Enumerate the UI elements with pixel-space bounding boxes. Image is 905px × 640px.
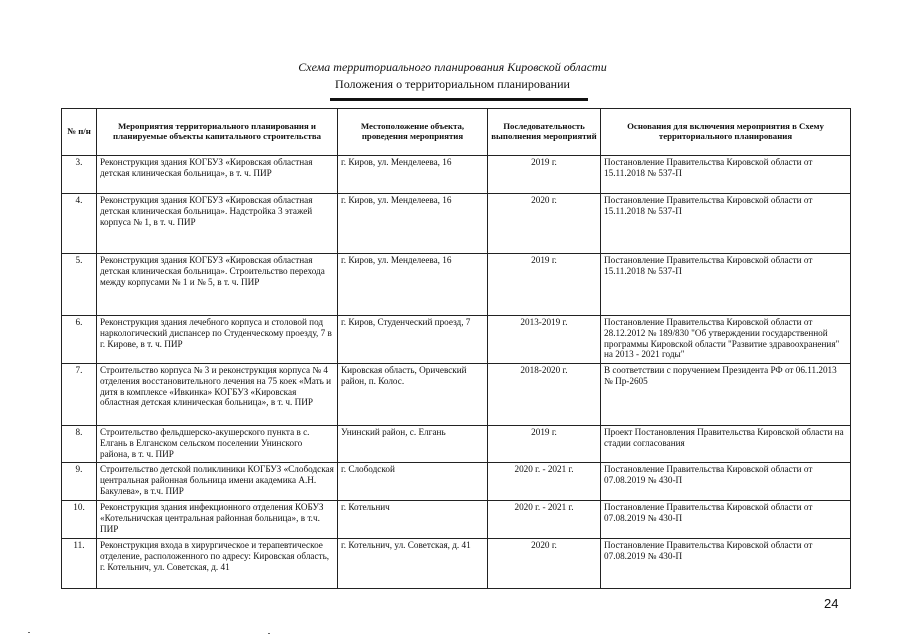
cell-basis: Постановление Правительства Кировской области от 15.11.2018 № 537-П bbox=[601, 194, 851, 254]
cell-basis: Проект Постановления Правительства Кировской области на стадии согласования bbox=[601, 426, 851, 463]
document-title: Схема территориального планирования Кировской области bbox=[298, 60, 607, 74]
cell-location: г. Киров, ул. Менделеева, 16 bbox=[338, 156, 488, 194]
cell-location: г. Киров, ул. Менделеева, 16 bbox=[338, 254, 488, 316]
table-row bbox=[62, 364, 851, 426]
table-row bbox=[62, 194, 851, 254]
cell-event: Реконструкция здания инфекционного отделения КОБУЗ «Котельничская центральная районная больница», в т.ч. ПИР bbox=[97, 501, 338, 539]
cell-event: Реконструкция здания КОГБУЗ «Кировская областная детская клиническая больница». Надстройка 3 этажей корпуса № 1, в т. ч. ПИР bbox=[97, 194, 338, 254]
cell-basis: Постановление Правительства Кировской области от 07.08.2019 № 430-П bbox=[601, 501, 851, 539]
cell-location: Кировская область, Оричевский район, п. Колос. bbox=[338, 364, 488, 426]
cell-location: г. Котельнич bbox=[338, 501, 488, 539]
cell-number: 9. bbox=[62, 463, 97, 501]
col-header-sequence: Последовательность выполнения мероприятий bbox=[488, 109, 601, 156]
table-row bbox=[62, 463, 851, 501]
cell-sequence: 2020 г. bbox=[488, 539, 601, 589]
cell-event: Строительство корпуса № 3 и реконструкция корпуса № 4 отделения восстановительного лечения на 75 коек «Мать и дитя в комплексе «Ивкинка» КОГБУЗ «Кировская областная детская клиническая больница», в т. ч. ПИР bbox=[97, 364, 338, 426]
cell-event: Реконструкция входа в хирургическое и терапевтическое отделение, расположенного по адресу: Кировская область, г. Котельнич, ул. Советская, д. 41 bbox=[97, 539, 338, 589]
cell-basis: Постановление Правительства Кировской области от 07.08.2019 № 430-П bbox=[601, 463, 851, 501]
col-header-basis: Основания для включения мероприятия в Схему территориального планирования bbox=[601, 109, 851, 156]
cell-number: 3. bbox=[62, 156, 97, 194]
cell-number: 8. bbox=[62, 426, 97, 463]
header-rule bbox=[330, 98, 588, 101]
cell-sequence: 2019 г. bbox=[488, 156, 601, 194]
document-subtitle: Положения о территориальном планировании bbox=[335, 77, 570, 91]
cell-event: Реконструкция здания лечебного корпуса и столовой под наркологический диспансер по Студенческому проезду, 7 в г. Кирове, в т. ч. ПИР bbox=[97, 316, 338, 364]
col-header-location: Местоположение объекта, проведения мероприятия bbox=[338, 109, 488, 156]
table-row bbox=[62, 539, 851, 589]
scan-speck bbox=[28, 632, 30, 633]
table-row bbox=[62, 254, 851, 316]
cell-basis: В соответствии с поручением Президента РФ от 06.11.2013 № Пр-2605 bbox=[601, 364, 851, 426]
cell-location: г. Киров, ул. Менделеева, 16 bbox=[338, 194, 488, 254]
cell-sequence: 2018-2020 г. bbox=[488, 364, 601, 426]
cell-sequence: 2019 г. bbox=[488, 426, 601, 463]
page-number: 24 bbox=[824, 596, 839, 611]
scan-speck bbox=[268, 633, 270, 634]
cell-basis: Постановление Правительства Кировской области от 15.11.2018 № 537-П bbox=[601, 156, 851, 194]
cell-basis: Постановление Правительства Кировской области от 15.11.2018 № 537-П bbox=[601, 254, 851, 316]
cell-event: Строительство фельдшерско-акушерского пункта в с. Елгань в Елганском сельском поселении Унинского района, в т. ч. ПИР bbox=[97, 426, 338, 463]
cell-event: Реконструкция здания КОГБУЗ «Кировская областная детская клиническая больница», в т. ч. ПИР bbox=[97, 156, 338, 194]
cell-number: 10. bbox=[62, 501, 97, 539]
table-row bbox=[62, 426, 851, 463]
cell-location: Унинский район, с. Елгань bbox=[338, 426, 488, 463]
table-header-row bbox=[62, 109, 851, 156]
cell-sequence: 2020 г. - 2021 г. bbox=[488, 463, 601, 501]
cell-location: г. Котельнич, ул. Советская, д. 41 bbox=[338, 539, 488, 589]
cell-number: 11. bbox=[62, 539, 97, 589]
table-row bbox=[62, 501, 851, 539]
cell-number: 7. bbox=[62, 364, 97, 426]
table-row bbox=[62, 156, 851, 194]
cell-event: Реконструкция здания КОГБУЗ «Кировская областная детская клиническая больница». Строительство перехода между корпусами № 1 и № 5, в т. ч. ПИР bbox=[97, 254, 338, 316]
cell-number: 5. bbox=[62, 254, 97, 316]
cell-location: г. Киров, Студенческий проезд, 7 bbox=[338, 316, 488, 364]
cell-number: 4. bbox=[62, 194, 97, 254]
cell-sequence: 2013-2019 г. bbox=[488, 316, 601, 364]
cell-location: г. Слободской bbox=[338, 463, 488, 501]
cell-sequence: 2020 г. bbox=[488, 194, 601, 254]
cell-sequence: 2020 г. - 2021 г. bbox=[488, 501, 601, 539]
cell-basis: Постановление Правительства Кировской области от 07.08.2019 № 430-П bbox=[601, 539, 851, 589]
col-header-event: Мероприятия территориального планирования и планируемые объекты капитального строительства bbox=[97, 109, 338, 156]
table-row bbox=[62, 316, 851, 364]
cell-basis: Постановление Правительства Кировской области от 28.12.2012 № 189/830 "Об утверждении государственной программы Кировской области "Развитие здравоохранения" на 2013 - 2021 годы" bbox=[601, 316, 851, 364]
cell-event: Строительство детской поликлиники КОГБУЗ «Слободская центральная районная больница имени академика А.Н. Бакулева», в т.ч. ПИР bbox=[97, 463, 338, 501]
cell-sequence: 2019 г. bbox=[488, 254, 601, 316]
cell-number: 6. bbox=[62, 316, 97, 364]
col-header-number: № п/н bbox=[62, 109, 97, 156]
planning-table bbox=[61, 108, 851, 589]
